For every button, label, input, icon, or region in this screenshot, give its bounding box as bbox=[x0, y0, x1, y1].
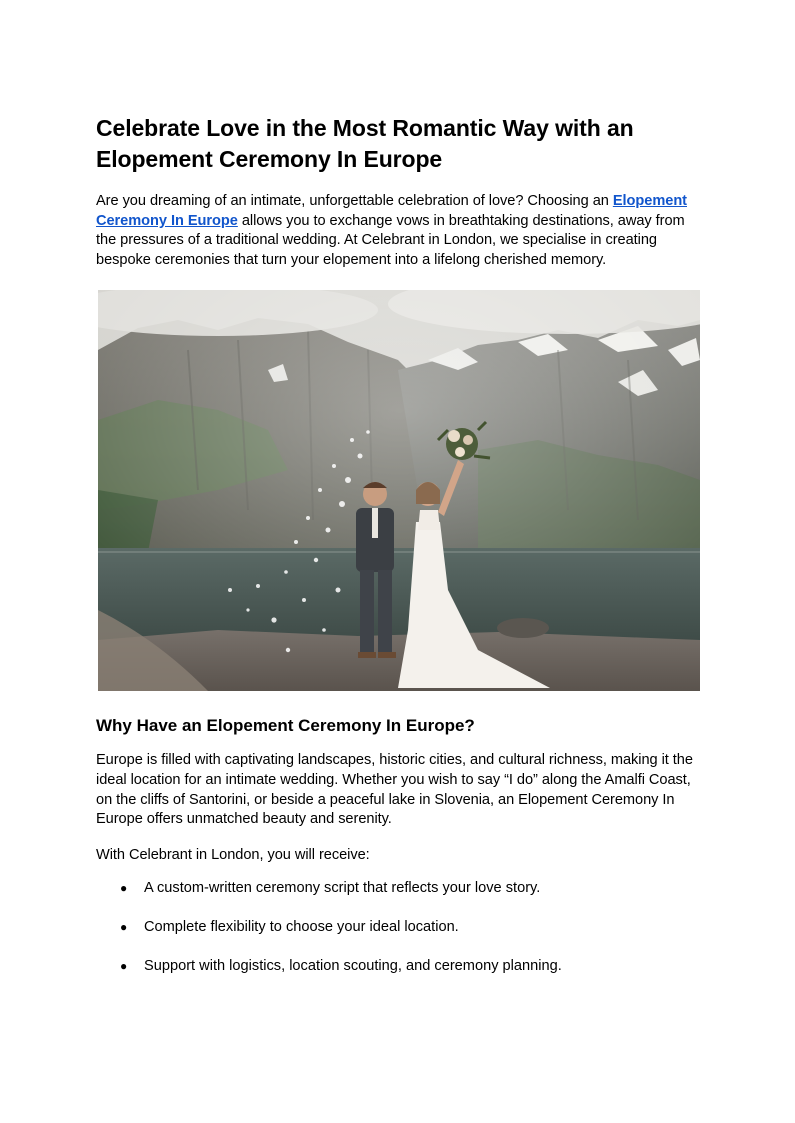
page-title: Celebrate Love in the Most Romantic Way with an Elopement Ceremony In Europe bbox=[96, 115, 634, 172]
list-item bbox=[96, 957, 700, 977]
bullet-icon: ● bbox=[120, 920, 128, 935]
section-heading: Why Have an Elopement Ceremony In Europe? bbox=[96, 716, 475, 736]
document-page bbox=[96, 113, 700, 996]
intro-paragraph bbox=[96, 192, 700, 270]
list-item bbox=[96, 879, 700, 899]
europe-paragraph: Europe is filled with captivating landscapes, historic cities, and cultural richness, making it the ideal location for an intimate wedding. Whether you wish to say “I do” along the Amalfi Coast, on the cliffs of Santorini, or beside a peaceful lake in Slovenia, an Elopement Ceremony In Europe offers unmatched beauty and serenity. bbox=[96, 752, 693, 828]
list-item bbox=[96, 918, 700, 938]
bullet-icon: ● bbox=[120, 959, 128, 974]
benefits-list bbox=[96, 879, 700, 977]
intro-text-before: Are you dreaming of an intimate, unforgettable celebration of love? Choosing an bbox=[96, 193, 613, 209]
list-item-text: A custom-written ceremony script that reflects your love story. bbox=[144, 880, 541, 897]
bullet-icon: ● bbox=[120, 881, 128, 896]
receive-intro: With Celebrant in London, you will receive: bbox=[96, 846, 370, 863]
intro-text-after: allows you to exchange vows in breathtaking destinations, away from the pressures of a traditional wedding. At Celebrant in London, we specialise in creating bespoke ceremonies that turn your elopement into a lifelong cherished memory. bbox=[96, 212, 685, 268]
elopement-ceremony-link[interactable]: Elopement Ceremony In Europe bbox=[96, 193, 687, 229]
hero-photo bbox=[98, 290, 700, 691]
list-item-text: Complete flexibility to choose your ideal location. bbox=[144, 919, 459, 936]
list-item-text: Support with logistics, location scouting, and ceremony planning. bbox=[144, 958, 562, 975]
